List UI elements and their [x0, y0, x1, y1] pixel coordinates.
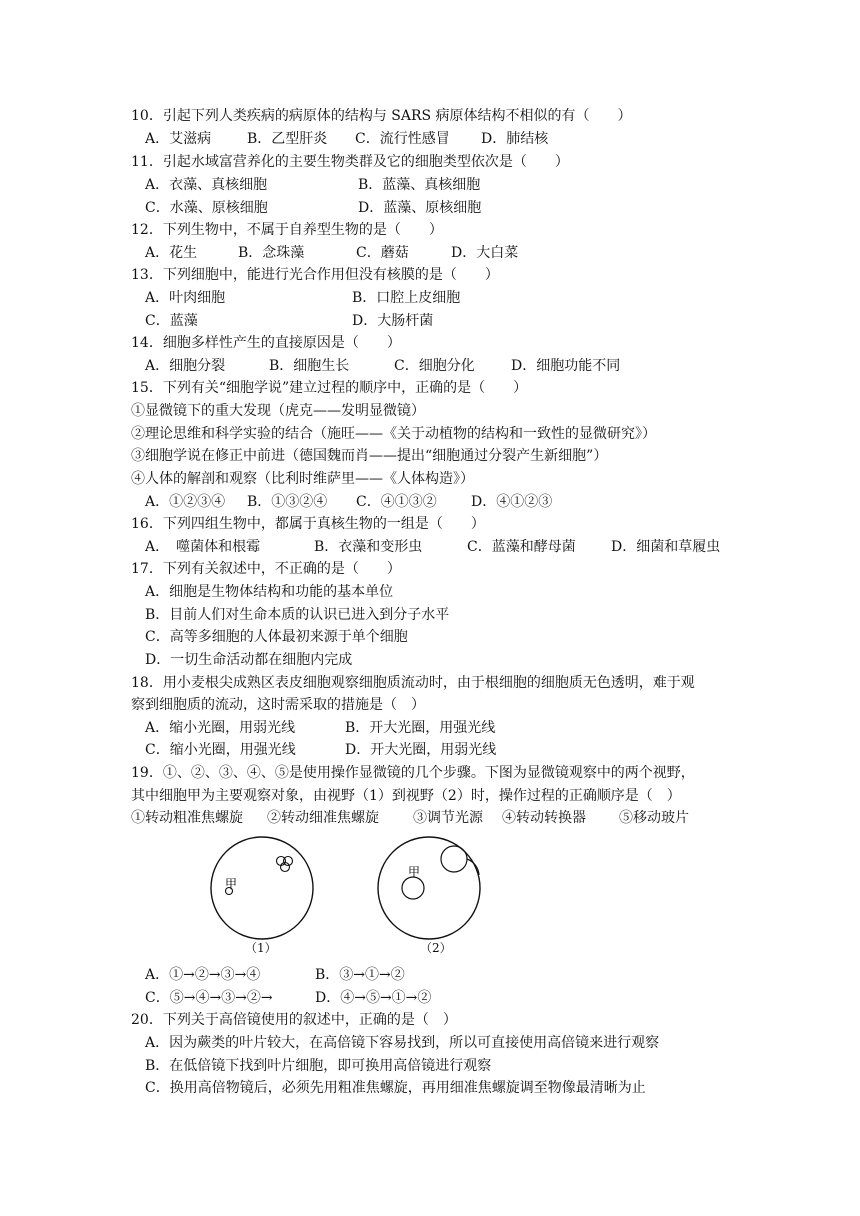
q12-stem: 12．下列生物中，不属于自养型生物的是（ ）: [131, 222, 443, 238]
q17-option-b: B．目前人们对生命本质的认识已进入到分子水平: [145, 607, 450, 623]
q12-option-c: C．蘑菇: [356, 245, 409, 261]
q18-stem-line1: 18．用小麦根尖成熟区表皮细胞观察细胞质流动时，由于根细胞的细胞质无色透明，难于观: [131, 675, 695, 691]
q15-option-b: B．①③②④: [247, 494, 328, 510]
field-1-caption: （1）: [245, 941, 277, 955]
q11-stem: 11．引起水域富营养化的主要生物类群及它的细胞类型依次是（ ）: [131, 154, 569, 170]
q20-stem: 20．下列关于高倍镜使用的叙述中，正确的是（ ）: [131, 1012, 457, 1028]
q18-option-c: C．缩小光圈，用强光线: [145, 742, 296, 758]
q18-option-a: A．缩小光圈，用弱光线: [145, 720, 296, 736]
q19-step-3: ③调节光源: [413, 810, 483, 826]
q15-item-1: ①显微镜下的重大发现（虎克——发明显微镜）: [131, 403, 425, 419]
q16-option-b: B．衣藻和变形虫: [314, 539, 423, 555]
q14-option-b: B．细胞生长: [269, 358, 350, 374]
q14-stem: 14．细胞多样性产生的直接原因是（ ）: [131, 335, 401, 351]
q10-option-b: B．乙型肝炎: [247, 131, 328, 147]
q15-option-c: C．④①③②: [356, 494, 437, 510]
q12-options: [145, 243, 745, 263]
field-2-jia-label: 甲: [408, 865, 421, 879]
q19-step-5: ⑤移动玻片: [619, 810, 689, 826]
q17-stem: 17．下列有关叙述中，不正确的是（ ）: [131, 561, 401, 577]
q18-options-row2: [145, 740, 745, 760]
q16-options: [145, 537, 745, 557]
q11-option-b: B．蓝藻、真核细胞: [358, 177, 481, 193]
q19-step-4: ④转动转换器: [502, 810, 586, 826]
q12-option-b: B．念珠藻: [238, 245, 305, 261]
q16-option-c: C．蓝藻和酵母菌: [467, 539, 576, 555]
field-1-jia-label: 甲: [225, 877, 238, 891]
q13-options-row1: [145, 288, 745, 308]
q15-item-4: ④人体的解剖和观察（比利时维萨里——《人体构造》）: [131, 471, 474, 487]
q16-option-a: A． 噬菌体和根霉: [145, 539, 261, 555]
q15-item-2: ②理论思维和科学实验的结合（施旺——《关于动植物的结构和一致性的显微研究》）: [131, 426, 656, 442]
q18-stem-line2: 察到细胞质的流动，这时需采取的措施是（ ）: [131, 697, 425, 713]
q20-option-c: C．换用高倍物镜后，必须先用粗准焦螺旋，再用细准焦螺旋调至物像最清晰为止: [145, 1080, 646, 1096]
q19-option-d: D．④→⑤→①→②: [315, 990, 432, 1006]
q13-stem: 13．下列细胞中，能进行光合作用但没有核膜的是（ ）: [131, 267, 499, 283]
q14-option-c: C．细胞分化: [394, 358, 475, 374]
q17-option-d: D．一切生命活动都在细胞内完成: [145, 652, 353, 668]
q11-option-d: D．蓝藻、原核细胞: [358, 200, 482, 216]
field-2-large-cell: [441, 846, 467, 872]
q11-options-row2: [145, 198, 745, 218]
q19-steps: [131, 808, 731, 828]
q11-options-row1: [145, 175, 745, 195]
q17-option-a: A．细胞是生物体结构和功能的基本单位: [145, 584, 394, 600]
q19-option-c: C．⑤→④→③→②→: [145, 990, 273, 1006]
q13-option-d: D．大肠杆菌: [352, 313, 434, 329]
q16-stem: 16．下列四组生物中，都属于真核生物的一组是（ ）: [131, 516, 485, 532]
field-2-caption: （2）: [420, 941, 452, 955]
q10-option-a: A．艾滋病: [145, 131, 212, 147]
q15-stem: 15．下列有关“细胞学说”建立过程的顺序中，正确的是（ ）: [131, 380, 528, 396]
q12-option-d: D．大白菜: [451, 245, 519, 261]
q11-option-c: C．水藻、原核细胞: [145, 200, 268, 216]
q15-option-d: D．④①②③: [471, 494, 553, 510]
q13-option-b: B．口腔上皮细胞: [352, 290, 461, 306]
q11-option-a: A．衣藻、真核细胞: [145, 177, 268, 193]
q17-option-c: C．高等多细胞的人体最初来源于单个细胞: [145, 629, 408, 645]
q19-stem-line2: 其中细胞甲为主要观察对象，由视野（1）到视野（2）时，操作过程的正确顺序是（ ）: [131, 788, 681, 804]
q15-option-a: A．①②③④: [145, 494, 226, 510]
q19-step-1: ①转动粗准焦螺旋: [131, 810, 243, 826]
q18-options-row1: [145, 718, 745, 738]
q13-option-c: C．蓝藻: [145, 313, 198, 329]
q19-step-2: ②转动细准焦螺旋: [267, 810, 379, 826]
q19-options-row1: [145, 965, 745, 985]
q15-item-3: ③细胞学说在修正中前进（德国魏而肖——提出“细胞通过分裂产生新细胞”）: [131, 448, 608, 464]
q10-option-d: D．肺结核: [481, 131, 549, 147]
q20-option-b: B．在低倍镜下找到叶片细胞，即可换用高倍镜进行观察: [145, 1058, 492, 1074]
q10-stem: 10．引起下列人类疾病的病原体的结构与 SARS 病原体结构不相似的有（ ）: [131, 108, 632, 124]
q18-option-d: D．开大光圈，用弱光线: [345, 742, 497, 758]
q10-options: [145, 129, 745, 149]
q10-option-c: C．流行性感冒: [355, 131, 450, 147]
q12-option-a: A．花生: [145, 245, 198, 261]
q16-option-d: D．细菌和草履虫: [611, 539, 721, 555]
q19-options-row2: [145, 988, 745, 1008]
q13-options-row2: [145, 311, 745, 331]
q13-option-a: A．叶肉细胞: [145, 290, 226, 306]
q19-option-b: B．③→①→②: [315, 967, 405, 983]
q19-option-a: A．①→②→③→④: [145, 967, 261, 983]
q14-option-d: D．细胞功能不同: [511, 358, 621, 374]
field-2-cell-jia: [402, 877, 424, 899]
q20-option-a: A．因为蕨类的叶片较大，在高倍镜下容易找到，所以可直接使用高倍镜来进行观察: [145, 1035, 660, 1051]
q14-options: [145, 356, 745, 376]
q18-option-b: B．开大光圈，用强光线: [345, 720, 496, 736]
q14-option-a: A．细胞分裂: [145, 358, 226, 374]
q15-options: [145, 492, 745, 512]
q19-stem-line1: 19．①、②、③、④、⑤是使用操作显微镜的几个步骤。下图为显微镜观察中的两个视野，: [131, 765, 695, 781]
